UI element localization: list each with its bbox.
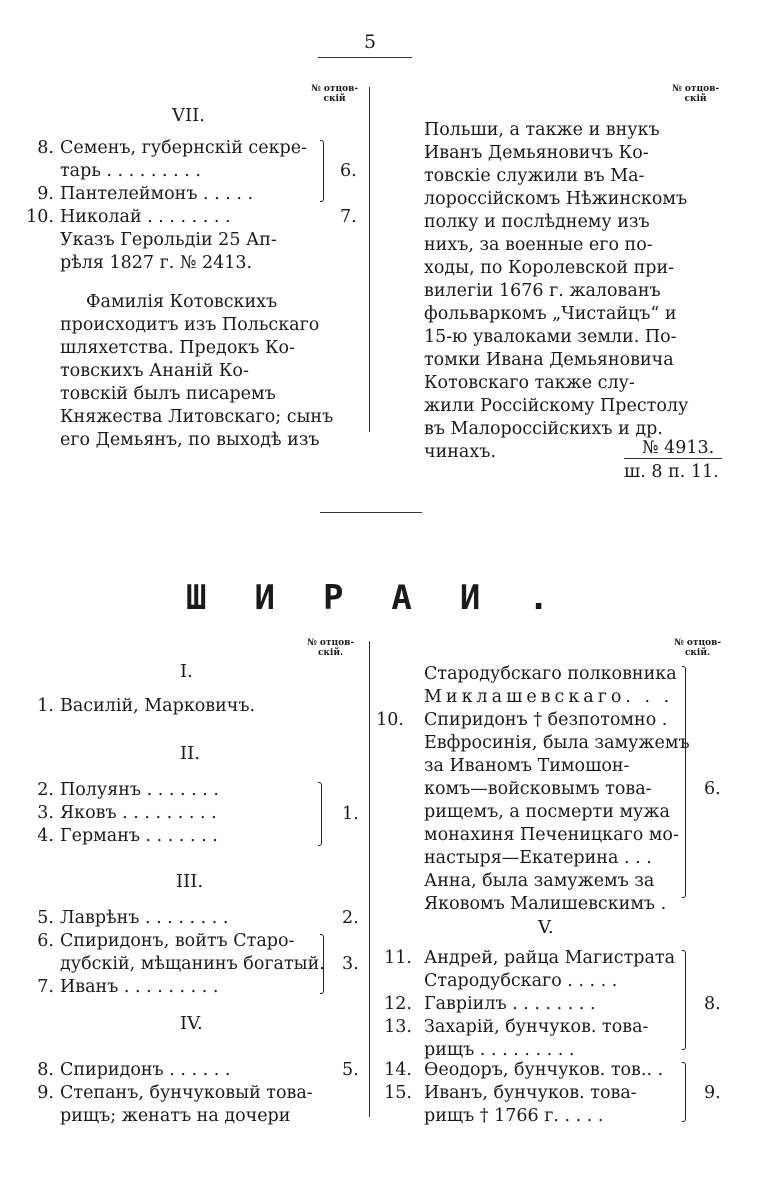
paragraph-line: Фамилія Котовскихъ	[86, 292, 278, 312]
entry-text: рищъ † 1766 г. . . . .	[424, 1106, 604, 1126]
entry-text: Василій, Марковичъ.	[60, 696, 256, 716]
entry-text: Стародубскаго полковника	[424, 664, 677, 684]
entry-text: комъ—войсковымъ това-	[424, 779, 652, 799]
father-number: 2.	[342, 908, 359, 928]
entry-text: Степанъ, бунчуковый това-	[60, 1083, 313, 1103]
paragraph-line: фольваркомъ „Чистайцъ“ и	[424, 304, 677, 324]
paragraph-line: происходитъ изъ Польскаго	[60, 315, 320, 335]
bracket	[682, 1062, 686, 1122]
entry-text: Полуянъ . . . . . . .	[60, 780, 219, 800]
entry-text: настыря—Екатерина . . .	[424, 848, 652, 868]
father-number: 7.	[340, 207, 357, 227]
bracket	[320, 934, 324, 994]
entry-number: 8.	[37, 138, 54, 158]
column-header-father: № отцов- скій.	[674, 638, 722, 658]
paragraph-line: его Демьянъ, по выходѣ изъ	[60, 430, 320, 450]
paragraph-line: чинахъ.	[424, 442, 496, 462]
reference-number: № 4913.	[642, 438, 715, 458]
entry-text: Лаврѣнъ . . . . . . . .	[60, 908, 229, 928]
entry-text: Евфросинія, была замужемъ	[424, 733, 690, 753]
father-number: 8.	[704, 994, 721, 1014]
column-divider	[369, 87, 370, 432]
header-rule	[318, 57, 412, 58]
father-number: 1.	[342, 804, 359, 824]
paragraph-line: товскій былъ писаремъ	[60, 384, 276, 404]
section-heading: II.	[180, 743, 200, 764]
reference-rule	[624, 458, 722, 459]
bracket	[320, 140, 324, 202]
decree-line: рѣля 1827 г. № 2413.	[60, 253, 253, 273]
paragraph-line: полку и послѣднему изъ	[424, 212, 650, 232]
entry-text: Спиридонъ † безпотомно .	[424, 710, 668, 730]
entry-number: 15.	[384, 1083, 412, 1103]
section-heading: V.	[538, 917, 554, 938]
paragraph-line: товскіе служили въ Ма-	[424, 166, 645, 186]
entry-number: 1.	[37, 696, 54, 716]
paragraph-line: томки Ивана Демьяновича	[424, 350, 674, 370]
paragraph-line: лороссійскомъ Нѣжинскомъ	[424, 189, 688, 209]
paragraph-line: вилегіи 1676 г. жалованъ	[424, 281, 661, 301]
entry-text: Германъ . . . . . . .	[60, 826, 218, 846]
section-divider	[320, 512, 422, 513]
entry-text: тарь . . . . . . . . .	[60, 161, 201, 181]
paragraph-line: Котовскаго также слу-	[424, 373, 635, 393]
entry-text: Спиридонъ, войтъ Старо-	[60, 931, 295, 951]
entry-number: 10.	[26, 207, 54, 227]
entry-text: рищъ; женатъ на дочери	[60, 1106, 291, 1126]
entry-text: монахиня Печеницкаго мо-	[424, 825, 679, 845]
paragraph-line: въ Малороссійскихъ и др.	[424, 419, 663, 439]
entry-text: Иванъ, бунчуков. това-	[424, 1083, 637, 1103]
column-header-father: № отцов- скій.	[307, 638, 355, 658]
entry-text: Гавріилъ . . . . . . . .	[424, 994, 596, 1014]
entry-number: 14.	[384, 1060, 412, 1080]
paragraph-line: ходы, по Королевской при-	[424, 258, 675, 278]
entry-text: дубскій, мѣщанинъ богатый.	[60, 954, 325, 974]
paragraph-line: 15-ю увалоками земли. По-	[424, 327, 677, 347]
section-heading: III.	[176, 871, 204, 892]
entry-text: Анна, была замужемъ за	[424, 871, 655, 891]
entry-text: Стародубскаго . . . . .	[424, 971, 618, 991]
entry-text: Яковомъ Малишевскимъ .	[424, 894, 667, 914]
section-heading: IV.	[180, 1013, 203, 1034]
entry-number: 9.	[37, 184, 54, 204]
entry-number: 10.	[376, 710, 404, 730]
bracket	[318, 782, 322, 846]
entry-number: 12.	[384, 994, 412, 1014]
section-heading: VII.	[172, 105, 205, 126]
entry-text: за Иваномъ Тимошон-	[424, 756, 630, 776]
entry-text: рищъ . . . . . . . . .	[424, 1040, 575, 1060]
father-number: 5.	[342, 1060, 359, 1080]
column-header-father: № отцов- скій	[672, 84, 720, 104]
paragraph-line: Княжества Литовскаго; сынъ	[60, 407, 334, 427]
paragraph-line: Иванъ Демьяновичъ Ко-	[424, 143, 649, 163]
entry-number: 7.	[37, 977, 54, 997]
section-heading: I.	[180, 661, 193, 682]
entry-text: рищемъ, а посмерти мужа	[424, 802, 670, 822]
entry-text: Ѳеодоръ, бунчуков. тов.. .	[424, 1060, 664, 1080]
entry-number: 4.	[37, 826, 54, 846]
entry-number: 13.	[384, 1017, 412, 1037]
entry-text: Миклашевскаго. . .	[424, 687, 674, 707]
bracket	[682, 666, 686, 898]
father-number: 3.	[342, 954, 359, 974]
paragraph-line: нихъ, за военные его по-	[424, 235, 653, 255]
entry-number: 6.	[37, 931, 54, 951]
entry-text: Пантелеймонъ . . . . .	[60, 184, 254, 204]
entry-text: Иванъ . . . . . . . . .	[60, 977, 219, 997]
father-number: 6.	[704, 779, 721, 799]
family-title: ШИРАИ.	[186, 578, 597, 618]
entry-number: 3.	[37, 803, 54, 823]
entry-number: 9.	[37, 1083, 54, 1103]
decree-line: Указъ Герольдіи 25 Ап-	[60, 230, 277, 250]
father-number: 9.	[704, 1083, 721, 1103]
entry-text: Николай . . . . . . . .	[60, 207, 231, 227]
bracket	[682, 950, 686, 1050]
entry-number: 5.	[37, 908, 54, 928]
father-number: 6.	[340, 161, 357, 181]
paragraph-line: товскихъ Ананій Ко-	[60, 361, 249, 381]
page-number: 5	[364, 31, 377, 53]
paragraph-line: жили Россійскому Престолу	[424, 396, 689, 416]
paragraph-line: шляхетства. Предокъ Ко-	[60, 338, 295, 358]
entry-number: 2.	[37, 780, 54, 800]
entry-number: 8.	[37, 1060, 54, 1080]
reference-sheet: ш. 8 п. 11.	[624, 462, 719, 482]
entry-text: Семенъ, губернскій секре-	[60, 138, 307, 158]
entry-text: Захарій, бунчуков. това-	[424, 1017, 649, 1037]
column-header-father: № отцов- скій	[311, 84, 359, 104]
entry-text: Яковъ . . . . . . . . .	[60, 803, 217, 823]
entry-number: 11.	[384, 948, 412, 968]
entry-text: Андрей, райца Магистрата	[424, 948, 676, 968]
entry-text: Спиридонъ . . . . . .	[60, 1060, 231, 1080]
paragraph-line: Польши, а также и внукъ	[424, 120, 660, 140]
